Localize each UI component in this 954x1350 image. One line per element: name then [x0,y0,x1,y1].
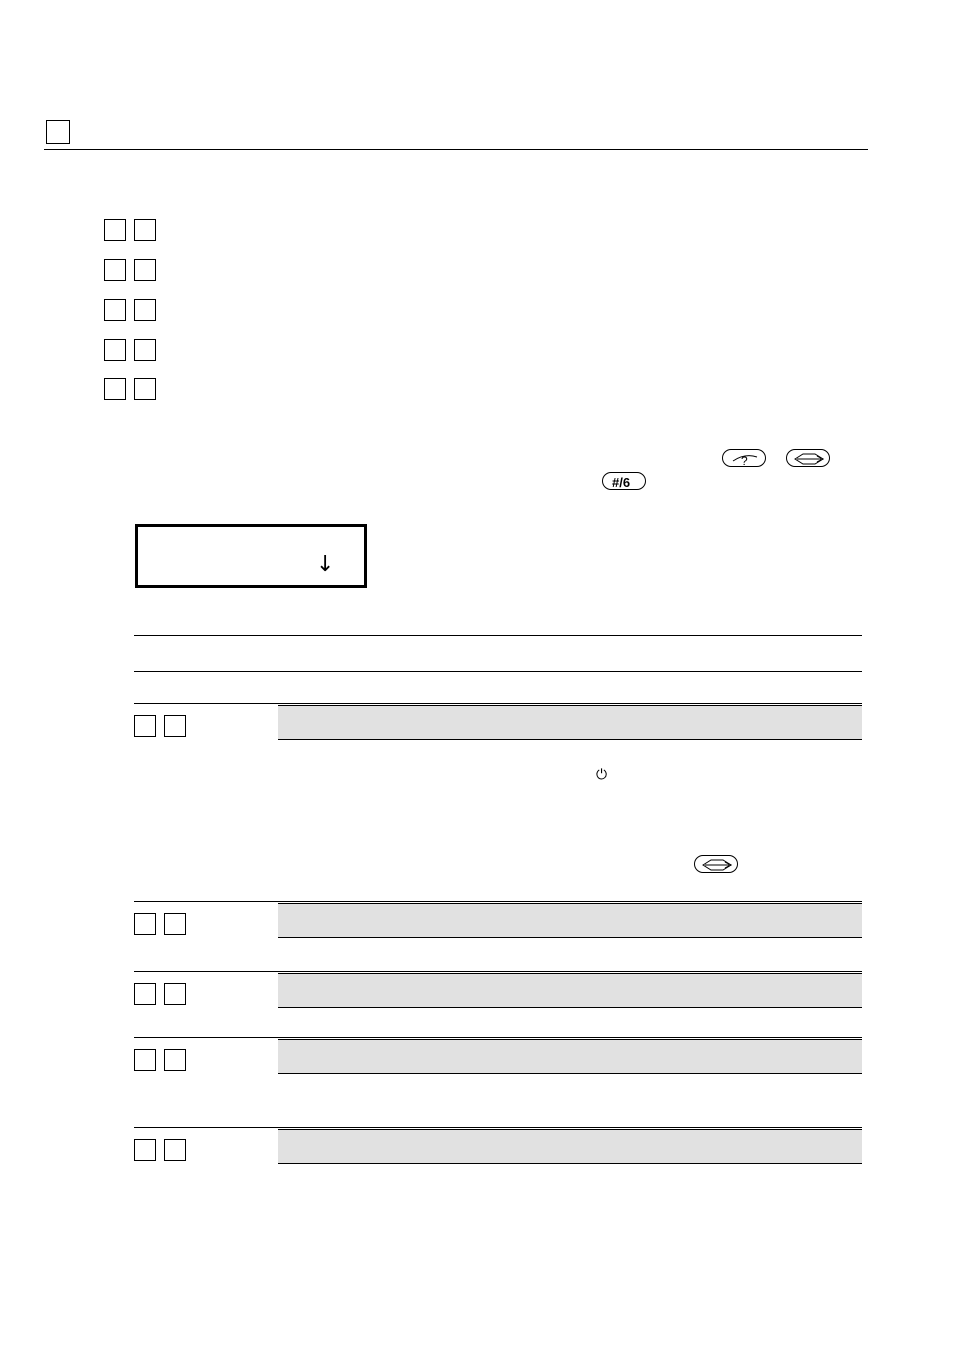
section-box [164,1049,186,1071]
section-box [164,1139,186,1161]
section-box [164,913,186,935]
list-item-box [104,378,126,400]
table-rule [134,1037,862,1038]
section-band [278,903,862,938]
table-rule [134,703,862,704]
hash-key-icon [602,472,646,490]
section-box [134,715,156,737]
section-box [134,1139,156,1161]
list-item-box [134,219,156,241]
table-rule [134,971,862,972]
list-item-box [134,339,156,361]
list-item-box [104,259,126,281]
section-box [164,715,186,737]
list-item-box [104,339,126,361]
help-key-icon [722,449,766,467]
section-box [134,1049,156,1071]
section-box [164,983,186,1005]
table-rule [134,671,862,672]
list-item-box [104,299,126,321]
section-band [278,973,862,1008]
menu-key-icon [786,449,830,467]
section-band [278,1129,862,1164]
section-number-box [46,120,70,144]
menu-key-icon [694,855,738,873]
power-icon: ⏻ [596,767,608,783]
list-item-box [134,299,156,321]
list-item-box [134,259,156,281]
list-item-box [104,219,126,241]
list-item-box [134,378,156,400]
section-box [134,913,156,935]
lcd-display [135,524,367,588]
table-rule [134,1127,862,1128]
table-rule [134,901,862,902]
table-rule [134,635,862,636]
section-box [134,983,156,1005]
section-band [278,705,862,740]
header-rule [44,149,868,150]
down-arrow-icon: ↓ [316,552,335,577]
svg-text:?: ? [741,454,748,468]
svg-text:#/6: #/6 [612,475,631,490]
section-band [278,1039,862,1074]
